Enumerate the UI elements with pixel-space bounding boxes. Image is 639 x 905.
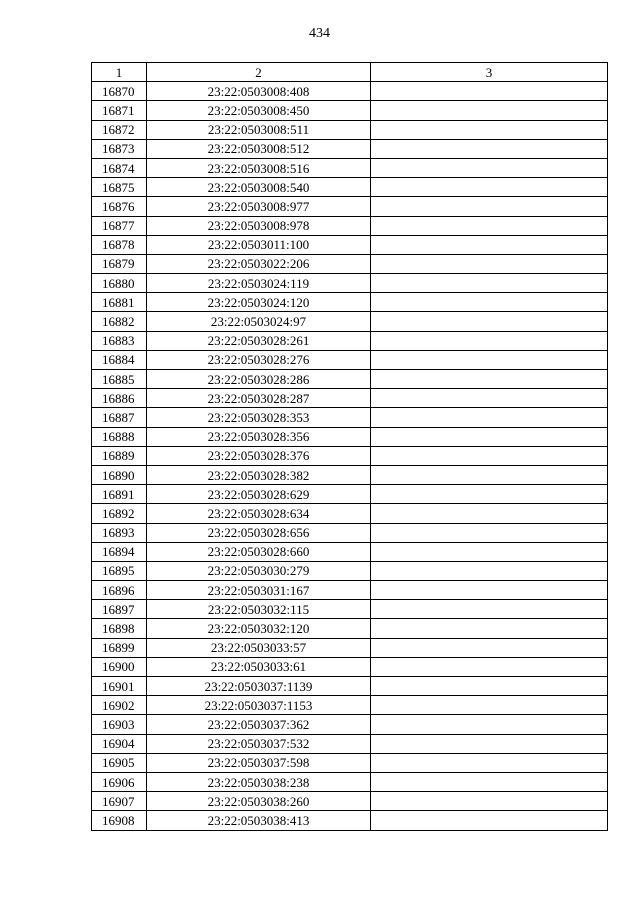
row-number-cell: 16870 [92,82,147,101]
notes-cell [371,178,608,197]
table-row [92,370,608,389]
row-number-cell: 16881 [92,293,147,312]
table-row [92,427,608,446]
cadastral-number-cell: 23:22:0503037:1153 [147,696,371,715]
cadastral-number-cell: 23:22:0503028:376 [147,446,371,465]
notes-cell [371,158,608,177]
table-row [92,715,608,734]
table-row [92,619,608,638]
notes-cell [371,523,608,542]
table-row [92,446,608,465]
notes-cell [371,638,608,657]
cadastral-number-cell: 23:22:0503032:120 [147,619,371,638]
header-row [92,63,608,82]
table-row [92,677,608,696]
notes-cell [371,504,608,523]
cadastral-number-cell: 23:22:0503008:977 [147,197,371,216]
table-row [92,350,608,369]
cadastral-number-cell: 23:22:0503028:382 [147,465,371,484]
notes-cell [371,293,608,312]
cadastral-number-cell: 23:22:0503037:598 [147,753,371,772]
cadastral-number-cell: 23:22:0503030:279 [147,561,371,580]
table-row [92,485,608,504]
table-row [92,101,608,120]
row-number-cell: 16905 [92,753,147,772]
row-number-cell: 16895 [92,561,147,580]
row-number-cell: 16908 [92,811,147,830]
row-number-cell: 16889 [92,446,147,465]
row-number-cell: 16903 [92,715,147,734]
row-number-cell: 16894 [92,542,147,561]
row-number-cell: 16907 [92,792,147,811]
notes-cell [371,677,608,696]
table-row [92,696,608,715]
registry-table [91,62,608,831]
notes-cell [371,235,608,254]
table-row [92,465,608,484]
row-number-cell: 16906 [92,772,147,791]
cadastral-number-cell: 23:22:0503028:660 [147,542,371,561]
notes-cell [371,772,608,791]
table-row [92,120,608,139]
table-row [92,581,608,600]
row-number-cell: 16877 [92,216,147,235]
notes-cell [371,427,608,446]
table-row [92,158,608,177]
row-number-cell: 16888 [92,427,147,446]
table-row [92,254,608,273]
notes-cell [371,139,608,158]
notes-cell [371,120,608,139]
table-row [92,216,608,235]
cadastral-number-cell: 23:22:0503024:120 [147,293,371,312]
table-body [92,82,608,830]
table-row [92,274,608,293]
notes-cell [371,657,608,676]
column-header-1: 1 [92,63,147,82]
notes-cell [371,446,608,465]
notes-cell [371,561,608,580]
row-number-cell: 16896 [92,581,147,600]
notes-cell [371,82,608,101]
row-number-cell: 16874 [92,158,147,177]
cadastral-number-cell: 23:22:0503008:512 [147,139,371,158]
notes-cell [371,370,608,389]
table-row [92,139,608,158]
table-row [92,293,608,312]
table-row [92,638,608,657]
table-row [92,408,608,427]
table-row [92,734,608,753]
row-number-cell: 16882 [92,312,147,331]
notes-cell [371,753,608,772]
cadastral-number-cell: 23:22:0503032:115 [147,600,371,619]
cadastral-number-cell: 23:22:0503028:629 [147,485,371,504]
notes-cell [371,331,608,350]
notes-cell [371,715,608,734]
notes-cell [371,542,608,561]
cadastral-number-cell: 23:22:0503028:261 [147,331,371,350]
cadastral-number-cell: 23:22:0503033:61 [147,657,371,676]
table-row [92,82,608,101]
column-header-2: 2 [147,63,371,82]
cadastral-number-cell: 23:22:0503008:408 [147,82,371,101]
row-number-cell: 16897 [92,600,147,619]
cadastral-number-cell: 23:22:0503037:532 [147,734,371,753]
table-row [92,753,608,772]
row-number-cell: 16886 [92,389,147,408]
table-row [92,542,608,561]
notes-cell [371,101,608,120]
table-row [92,312,608,331]
cadastral-number-cell: 23:22:0503008:978 [147,216,371,235]
page-number: 434 [309,26,330,41]
table-row [92,331,608,350]
row-number-cell: 16893 [92,523,147,542]
cadastral-number-cell: 23:22:0503028:286 [147,370,371,389]
table-header [92,63,608,82]
notes-cell [371,312,608,331]
row-number-cell: 16900 [92,657,147,676]
cadastral-number-cell: 23:22:0503038:413 [147,811,371,830]
table-row [92,657,608,676]
row-number-cell: 16878 [92,235,147,254]
row-number-cell: 16875 [92,178,147,197]
notes-cell [371,734,608,753]
table-row [92,561,608,580]
row-number-cell: 16891 [92,485,147,504]
row-number-cell: 16876 [92,197,147,216]
notes-cell [371,485,608,504]
cadastral-number-cell: 23:22:0503031:167 [147,581,371,600]
notes-cell [371,792,608,811]
notes-cell [371,350,608,369]
notes-cell [371,389,608,408]
row-number-cell: 16899 [92,638,147,657]
cadastral-number-cell: 23:22:0503028:656 [147,523,371,542]
cadastral-number-cell: 23:22:0503033:57 [147,638,371,657]
row-number-cell: 16901 [92,677,147,696]
cadastral-number-cell: 23:22:0503008:540 [147,178,371,197]
cadastral-number-cell: 23:22:0503008:450 [147,101,371,120]
cadastral-number-cell: 23:22:0503022:206 [147,254,371,273]
row-number-cell: 16904 [92,734,147,753]
cadastral-number-cell: 23:22:0503024:97 [147,312,371,331]
cadastral-number-cell: 23:22:0503038:260 [147,792,371,811]
table-row [92,197,608,216]
row-number-cell: 16885 [92,370,147,389]
row-number-cell: 16871 [92,101,147,120]
table-row [92,792,608,811]
table-row [92,772,608,791]
notes-cell [371,197,608,216]
row-number-cell: 16887 [92,408,147,427]
row-number-cell: 16890 [92,465,147,484]
table-row [92,600,608,619]
cadastral-number-cell: 23:22:0503008:511 [147,120,371,139]
table-row [92,811,608,830]
row-number-cell: 16873 [92,139,147,158]
table-row [92,235,608,254]
cadastral-number-cell: 23:22:0503028:287 [147,389,371,408]
notes-cell [371,254,608,273]
row-number-cell: 16879 [92,254,147,273]
row-number-cell: 16898 [92,619,147,638]
column-header-3: 3 [371,63,608,82]
cadastral-number-cell: 23:22:0503011:100 [147,235,371,254]
notes-cell [371,600,608,619]
cadastral-number-cell: 23:22:0503028:634 [147,504,371,523]
row-number-cell: 16884 [92,350,147,369]
table-row [92,178,608,197]
row-number-cell: 16872 [92,120,147,139]
notes-cell [371,696,608,715]
table-row [92,504,608,523]
table-row [92,389,608,408]
table-row [92,523,608,542]
row-number-cell: 16892 [92,504,147,523]
notes-cell [371,408,608,427]
notes-cell [371,274,608,293]
cadastral-number-cell: 23:22:0503024:119 [147,274,371,293]
cadastral-number-cell: 23:22:0503028:356 [147,427,371,446]
notes-cell [371,619,608,638]
cadastral-number-cell: 23:22:0503038:238 [147,772,371,791]
notes-cell [371,581,608,600]
cadastral-number-cell: 23:22:0503037:362 [147,715,371,734]
cadastral-number-cell: 23:22:0503028:353 [147,408,371,427]
cadastral-number-cell: 23:22:0503037:1139 [147,677,371,696]
cadastral-number-cell: 23:22:0503008:516 [147,158,371,177]
row-number-cell: 16880 [92,274,147,293]
notes-cell [371,811,608,830]
row-number-cell: 16902 [92,696,147,715]
notes-cell [371,465,608,484]
row-number-cell: 16883 [92,331,147,350]
notes-cell [371,216,608,235]
cadastral-number-cell: 23:22:0503028:276 [147,350,371,369]
